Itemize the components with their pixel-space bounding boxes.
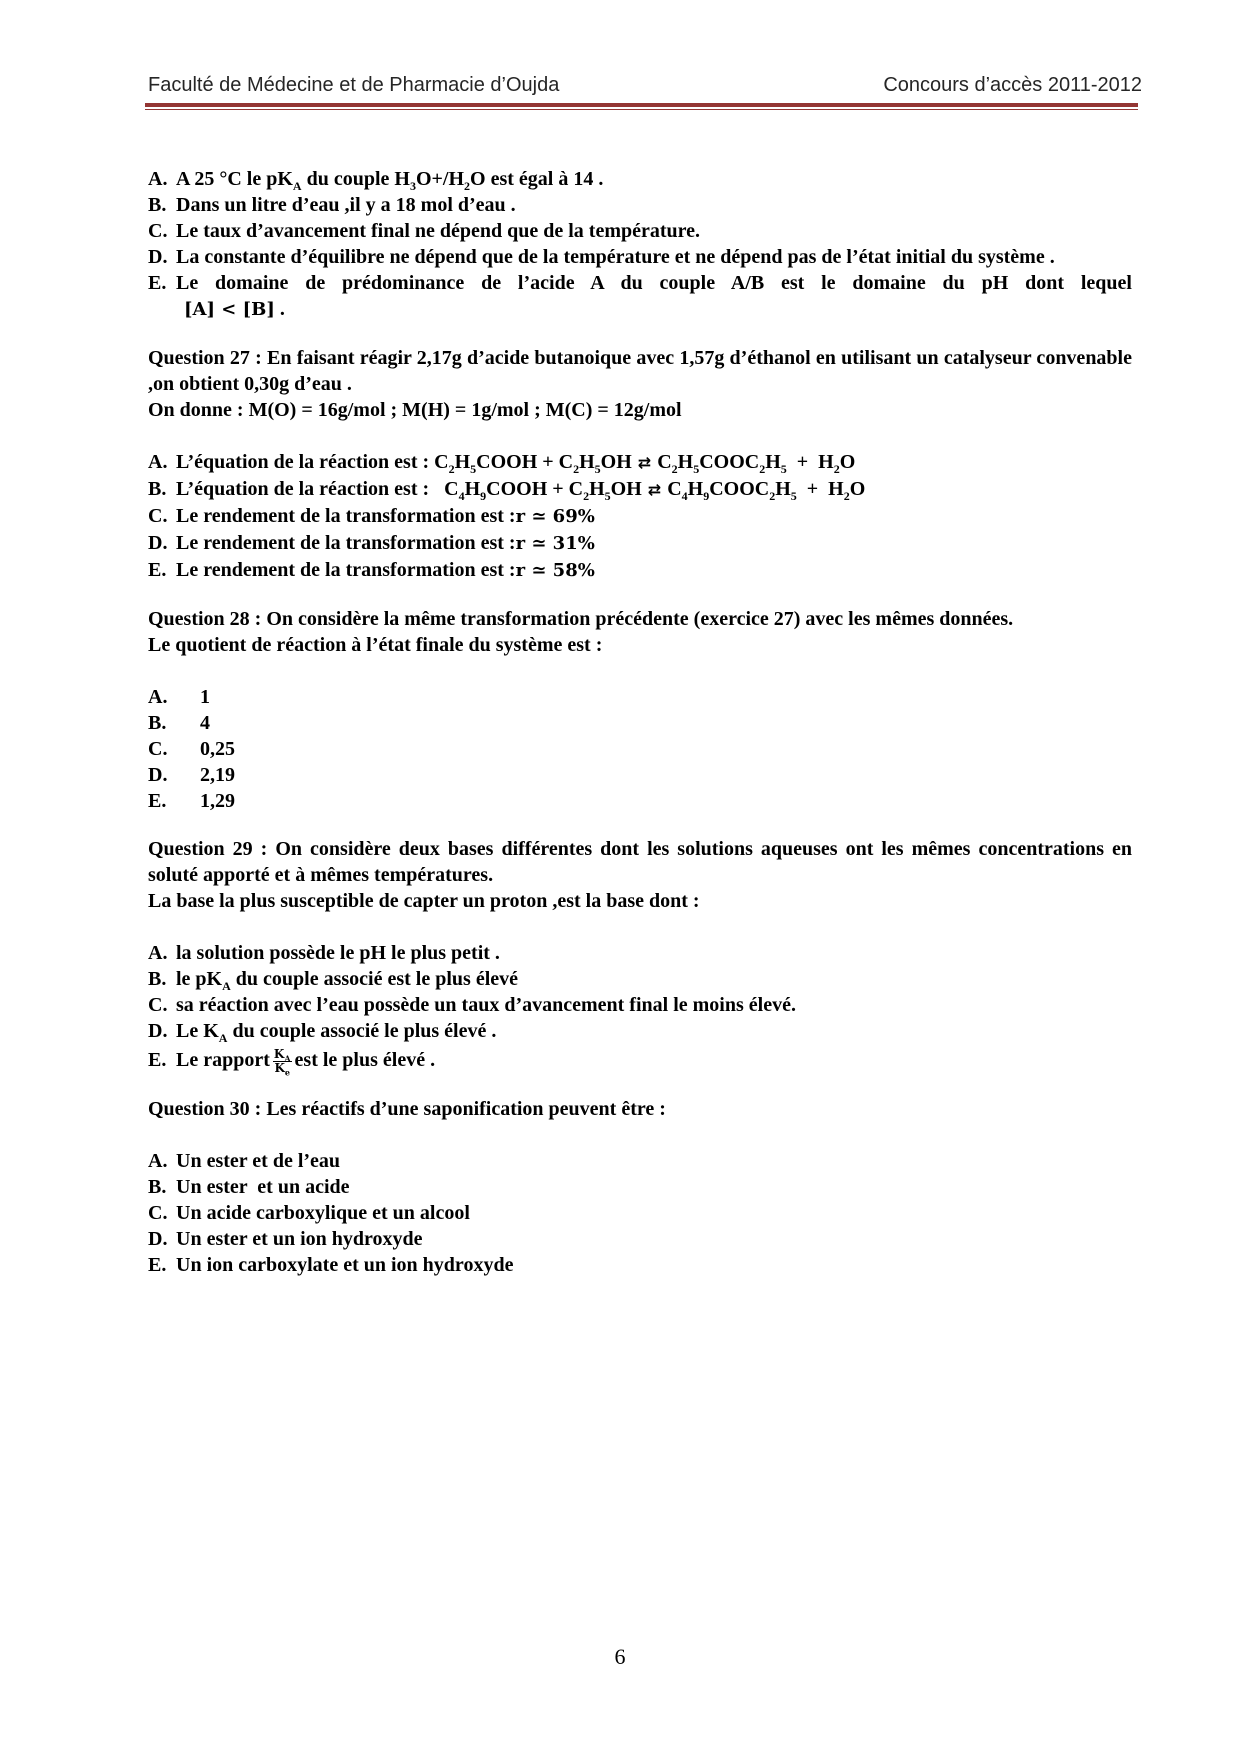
subscript: 2 [583, 489, 590, 503]
option-text [176, 451, 856, 476]
option-letter: E. [148, 1254, 167, 1276]
subscript: A [218, 1031, 228, 1045]
option-29-c [148, 992, 1132, 1018]
option-letter: B. [148, 968, 167, 990]
option-letter: C. [148, 505, 168, 527]
text-part: H [687, 478, 704, 500]
option-letter: A. [148, 451, 168, 473]
question-27-given: On donne : M(O) = 16g/mol ; M(H) = 1g/mol ; M(C) = 12g/mol [148, 399, 682, 421]
text-part: C [667, 478, 682, 500]
header-rule-thick [145, 103, 1138, 107]
page-number: 6 [614, 1644, 626, 1669]
option-text-continued [176, 296, 1132, 323]
option-text: Un ester et de l’eau [176, 1150, 341, 1172]
question-28-sub: Le quotient de réaction à l’état finale du système est : [148, 634, 603, 656]
option-26-d [148, 244, 1132, 270]
header-exam-title: Concours d’accès 2011-2012 [883, 74, 1142, 96]
option-letter: E. [148, 1049, 167, 1071]
text-part: O est égal à 14 . [470, 168, 604, 190]
text-part: H [579, 451, 595, 473]
fraction-numerator [273, 1048, 292, 1062]
option-28-e [148, 788, 1132, 814]
subscript: 5 [604, 489, 611, 503]
spacer [148, 423, 1132, 449]
option-26-c [148, 218, 1132, 244]
option-text: la solution possède le pH le plus petit . [176, 942, 500, 964]
question-28 [148, 606, 1132, 814]
option-text [176, 1046, 436, 1078]
yield-value: r ≃ 69% [515, 506, 595, 527]
text-part: COOC [709, 478, 770, 500]
question-27 [148, 345, 1132, 584]
text-part: H [765, 451, 781, 473]
subscript: 4 [458, 489, 465, 503]
equilibrium-arrow-icon: ⇄ [647, 480, 662, 499]
subscript: 5 [790, 489, 797, 503]
option-text: Le taux d’avancement final ne dépend que de la température. [176, 220, 701, 242]
text-part: le pK [176, 968, 223, 990]
subscript: 5 [693, 462, 700, 476]
option-text [176, 968, 519, 993]
option-letter: C. [148, 994, 168, 1016]
option-letter: C. [148, 738, 168, 760]
option-letter: E. [148, 559, 167, 581]
option-letter: D. [148, 1228, 168, 1250]
option-text: Un ester et un ion hydroxyde [176, 1228, 423, 1250]
option-27-d [148, 530, 1132, 557]
option-letter: B. [148, 478, 167, 500]
question-30-prompt: Question 30 : Les réactifs d’une saponification peuvent être : [148, 1098, 666, 1120]
spacer [148, 323, 1132, 345]
subscript: 2 [843, 489, 850, 503]
header-rule-thin [145, 109, 1138, 110]
text-part: H [677, 451, 694, 473]
text-part: Le rapport [176, 1049, 270, 1071]
page-content [148, 166, 1132, 1278]
subscript: 5 [470, 462, 477, 476]
text-part: + H [786, 451, 834, 473]
option-letter: A. [148, 686, 168, 708]
text-part: A 25 °C le pK [176, 168, 293, 190]
text-part: . [274, 298, 285, 320]
spacer [148, 1122, 1132, 1148]
option-text [176, 478, 866, 503]
text-part: COOC [699, 451, 760, 473]
option-30-a [148, 1148, 1132, 1174]
option-text: Un ion carboxylate et un ion hydroxyde [176, 1254, 514, 1276]
spacer [148, 584, 1132, 606]
option-letter: D. [148, 1020, 168, 1042]
option-27-b [148, 476, 1132, 503]
text-part: K [274, 1060, 285, 1075]
spacer [148, 658, 1132, 684]
text-part: H [589, 478, 605, 500]
subscript: 9 [703, 489, 710, 503]
text-part: K [273, 1046, 285, 1061]
option-text: 1 [200, 686, 210, 708]
spacer [148, 814, 1132, 836]
option-text: Un acide carboxylique et un alcool [176, 1202, 470, 1224]
option-letter: E. [148, 272, 167, 294]
subscript: 4 [681, 489, 688, 503]
question-27-prompt: Question 27 : En faisant réagir 2,17g d’acide butanoique avec 1,57g d’éthanol en utilisant un catalyseur convenable ,on obtient 0,30g d’eau . [148, 347, 1132, 395]
option-letter: B. [148, 712, 167, 734]
text-part: O+/H [415, 168, 465, 190]
option-letter: C. [148, 220, 168, 242]
option-letter: B. [148, 194, 167, 216]
header-institution: Faculté de Médecine et de Pharmacie d’Oujda [148, 74, 560, 96]
text-part: est le plus élevé . [294, 1049, 436, 1071]
subscript: 2 [769, 489, 776, 503]
option-26-e [148, 270, 1132, 323]
option-28-d [148, 762, 1132, 788]
text-part: C [434, 451, 449, 473]
text-part: H [775, 478, 791, 500]
text-part: OH [600, 451, 632, 473]
option-text: 0,25 [200, 738, 235, 760]
spacer [148, 914, 1132, 940]
text-part: H [464, 478, 481, 500]
subscript: 2 [759, 462, 766, 476]
text-part: du couple associé le plus élevé . [227, 1020, 497, 1042]
option-text: Le rendement de la transformation est : [176, 532, 516, 554]
option-text: Le rendement de la transformation est : [176, 505, 516, 527]
option-text: 1,29 [200, 790, 235, 812]
math-inequality: [A] < [B] [184, 299, 275, 320]
text-part: Le K [176, 1020, 219, 1042]
option-letter: D. [148, 764, 168, 786]
option-29-e [148, 1044, 1132, 1076]
option-27-e [148, 557, 1132, 584]
option-27-c [148, 503, 1132, 530]
option-text [176, 1020, 497, 1045]
question-30 [148, 1096, 1132, 1278]
subscript: A [222, 979, 231, 993]
text-part: O [849, 478, 866, 500]
option-letter: B. [148, 1176, 167, 1198]
option-letter: D. [148, 246, 168, 268]
option-letter: A. [148, 1150, 168, 1172]
text-part: OH [610, 478, 642, 500]
subscript: 2 [573, 462, 580, 476]
equilibrium-arrow-icon: ⇄ [637, 453, 652, 472]
fraction-denominator [274, 1060, 290, 1078]
option-29-a [148, 940, 1132, 966]
text-part: du couple associé est le plus élevé [230, 968, 519, 990]
option-text: Dans un litre d’eau ,il y a 18 mol d’eau . [176, 194, 516, 216]
subscript: 2 [464, 179, 471, 193]
option-28-b [148, 710, 1132, 736]
subscript: A [284, 1053, 291, 1064]
option-26-b [148, 192, 1132, 218]
subscript: 2 [448, 462, 455, 476]
text-part: COOH + C [486, 478, 584, 500]
text-part: du couple H [301, 168, 410, 190]
option-30-d [148, 1226, 1132, 1252]
option-letter: E. [148, 790, 167, 812]
question-29-sub: La base la plus susceptible de capter un proton ,est la base dont : [148, 890, 700, 912]
subscript: 3 [409, 179, 416, 193]
subscript: A [292, 179, 302, 193]
option-text: 4 [200, 712, 210, 734]
text-part: C [657, 451, 672, 473]
text-part: C [444, 478, 459, 500]
ratio-fraction [273, 1046, 292, 1078]
question-29-prompt: Question 29 : On considère deux bases différentes dont les solutions aqueuses ont les mêmes concentrations en soluté apporté et à mêmes températures. [148, 838, 1132, 886]
subscript: e [284, 1067, 290, 1078]
subscript: 9 [480, 489, 487, 503]
option-letter: C. [148, 1202, 168, 1224]
option-text: sa réaction avec l’eau possède un taux d’avancement final le moins élevé. [176, 994, 796, 1016]
text-part: + H [796, 478, 844, 500]
option-text [176, 168, 604, 193]
option-29-b [148, 966, 1132, 992]
text-part: L’équation de la réaction est : [176, 478, 445, 500]
option-30-e [148, 1252, 1132, 1278]
subscript: 2 [671, 462, 678, 476]
question-29 [148, 836, 1132, 1076]
yield-value: r ≃ 31% [515, 533, 595, 554]
question-26-options [148, 166, 1132, 323]
option-text: La constante d’équilibre ne dépend que de la température et ne dépend pas de l’état initial du système . [176, 246, 1055, 268]
option-30-c [148, 1200, 1132, 1226]
text-part: O [839, 451, 856, 473]
option-28-a [148, 684, 1132, 710]
yield-value: r ≃ 58% [515, 560, 595, 581]
question-28-prompt: Question 28 : On considère la même transformation précédente (exercice 27) avec les mêmes données. [148, 608, 1014, 630]
option-letter: A. [148, 942, 168, 964]
option-text: Le domaine de prédominance de l’acide A du couple A/B est le domaine du pH dont lequel [176, 272, 1132, 294]
subscript: 5 [594, 462, 601, 476]
spacer [148, 1076, 1132, 1096]
option-30-b [148, 1174, 1132, 1200]
option-text: Le rendement de la transformation est : [176, 559, 516, 581]
option-text: 2,19 [200, 764, 235, 786]
text-part: H [454, 451, 471, 473]
option-letter: A. [148, 168, 168, 190]
subscript: 5 [780, 462, 787, 476]
option-27-a [148, 449, 1132, 476]
option-26-a [148, 166, 1132, 192]
text-part: COOH + C [476, 451, 574, 473]
text-part: L’équation de la réaction est : [176, 451, 435, 473]
option-text: Un ester et un acide [176, 1176, 350, 1198]
option-letter: D. [148, 532, 168, 554]
option-29-d [148, 1018, 1132, 1044]
option-28-c [148, 736, 1132, 762]
subscript: 2 [833, 462, 840, 476]
